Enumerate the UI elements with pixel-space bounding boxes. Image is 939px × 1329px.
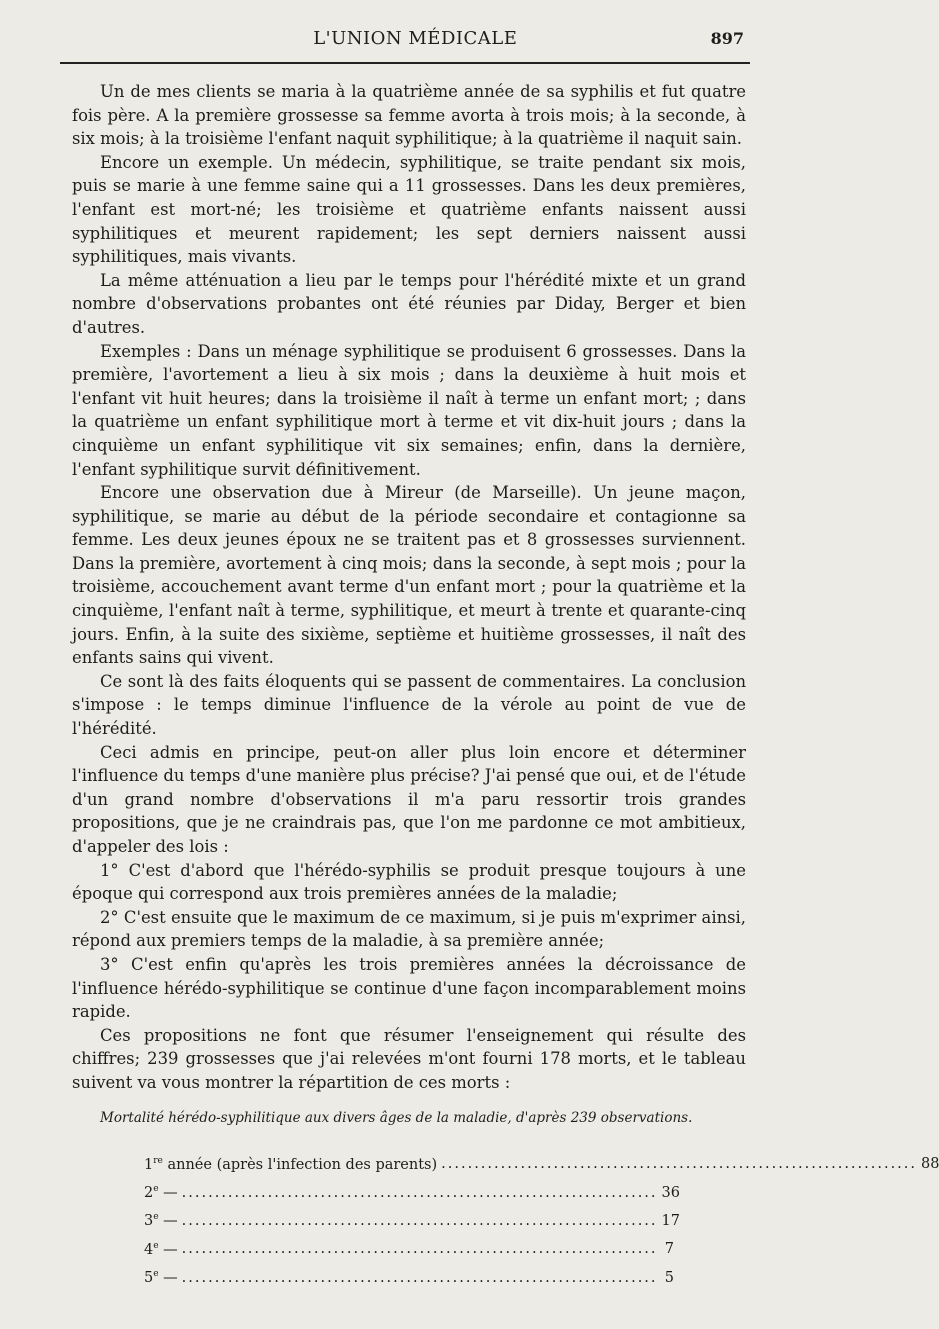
paragraph-3: La même atténuation a lieu par le temps pour l'hérédité mixte et un grand nombre d'observations probantes ont été réunies par Diday, Berger et bien d'autres. bbox=[72, 270, 746, 337]
paragraph-1: Un de mes clients se maria à la quatrième année de sa syphilis et fut quatre fois père. A la première grossesse sa femme avorta à trois mois; à la seconde, à six mois; à la troisième l'enfant naquit syphilitique; à la quatrième il naquit sain. bbox=[72, 82, 746, 149]
table-row bbox=[144, 1234, 674, 1262]
journal-title: L'UNION MÉDICALE bbox=[313, 28, 518, 49]
row-label: 3e — bbox=[144, 1212, 178, 1230]
running-header bbox=[60, 28, 750, 64]
table-row bbox=[144, 1149, 939, 1177]
table-row bbox=[144, 1177, 680, 1205]
row-value: 36 bbox=[661, 1184, 680, 1201]
document-page bbox=[60, 28, 939, 1290]
row-label: 1re année (après l'infection des parents) bbox=[144, 1155, 438, 1173]
paragraph-2: Encore un exemple. Un médecin, syphilitique, se traite pendant six mois, puis se marie à une femme saine qui a 11 grossesses. Dans les deux premières, l'enfant est mort-né; les troisième et quatrième enfants naissent aussi syphilitiques et meurent rapidement; les sept derniers naissent aussi syphilitiques, mais vivants. bbox=[72, 152, 746, 267]
page-number: 897 bbox=[710, 29, 744, 48]
row-value: 17 bbox=[661, 1213, 680, 1230]
law-1: 1° C'est d'abord que l'hérédo-syphilis se produit presque toujours à une époque qui correspond aux trois premières années de la maladie; bbox=[72, 860, 746, 904]
table-caption: Mortalité hérédo-syphilitique aux divers âges de la maladie, d'après 239 observations. bbox=[100, 1109, 693, 1126]
paragraph-7: Ceci admis en principe, peut-on aller plus loin encore et déterminer l'influence du temps d'une manière plus précise? J'ai pensé que oui, et de l'étude d'un grand nombre d'observations il m'a paru ressortir trois grandes propositions, que je ne craindrais pas, que l'on me pardonne ce mot ambitieux, d'appeler des lois : bbox=[72, 742, 746, 856]
row-value: 88 bbox=[921, 1156, 939, 1173]
mortality-table bbox=[144, 1149, 939, 1291]
row-label: 4e — bbox=[144, 1240, 178, 1258]
table-row bbox=[144, 1205, 680, 1233]
row-label: 5e — bbox=[144, 1268, 178, 1286]
leader-dots: ........................................................................ bbox=[181, 1213, 658, 1230]
leader-dots: ........................................................................ bbox=[181, 1241, 658, 1258]
paragraph-4: Exemples : Dans un ménage syphilitique se produisent 6 grossesses. Dans la première, l'avortement a lieu à six mois ; dans la deuxième à huit mois et l'enfant vit huit heures; dans la troisième il naît à terme un enfant mort; ; dans la quatrième un enfant syphilitique mort à terme et vit dix-huit jours ; dans la cinquième un enfant syphilitique vit six semaines; enfin, dans la dernière, l'enfant syphilitique survit définitivement. bbox=[72, 341, 746, 479]
body-text bbox=[60, 80, 939, 1290]
paragraph-5: Encore une observation due à Mireur (de Marseille). Un jeune maçon, syphilitique, se marie au début de la période secondaire et contagionne sa femme. Les deux jeunes époux ne se traitent pas et 8 grossesses surviennent. Dans la première, avortement à cinq mois; dans la seconde, à sept mois ; pour la troisième, accouchement avant terme d'un enfant mort ; pour la quatrième et la cinquième, l'enfant naît à terme, syphilitique, et meurt à trente et quarante-cinq jours. Enfin, à la suite des sixième, septième et huitième grossesses, il naît des enfants sains qui vivent. bbox=[72, 483, 746, 668]
paragraph-8: Ces propositions ne font que résumer l'enseignement qui résulte des chiffres; 239 grossesses que j'ai relevées m'ont fourni 178 morts, et le tableau suivent va vous montrer la répartition de ces morts : bbox=[72, 1025, 746, 1092]
row-value: 5 bbox=[664, 1269, 674, 1286]
table-row bbox=[144, 1262, 674, 1290]
paragraph-6: Ce sont là des faits éloquents qui se passent de commentaires. La conclusion s'impose : le temps diminue l'influence de la vérole au point de vue de l'hérédité. bbox=[72, 671, 746, 739]
leader-dots: ........................................................................ bbox=[441, 1156, 918, 1173]
leader-dots: ........................................................................ bbox=[181, 1184, 658, 1201]
law-3: 3° C'est enfin qu'après les trois premières années la décroissance de l'influence hérédo-syphilitique se continue d'une façon incomparablement moins rapide. bbox=[72, 954, 746, 1022]
row-value: 7 bbox=[664, 1241, 674, 1258]
law-2: 2° C'est ensuite que le maximum de ce maximum, si je puis m'exprimer ainsi, répond aux premiers temps de la maladie, à sa première année; bbox=[72, 907, 746, 951]
leader-dots: ........................................................................ bbox=[181, 1269, 658, 1286]
row-label: 2e — bbox=[144, 1183, 178, 1201]
